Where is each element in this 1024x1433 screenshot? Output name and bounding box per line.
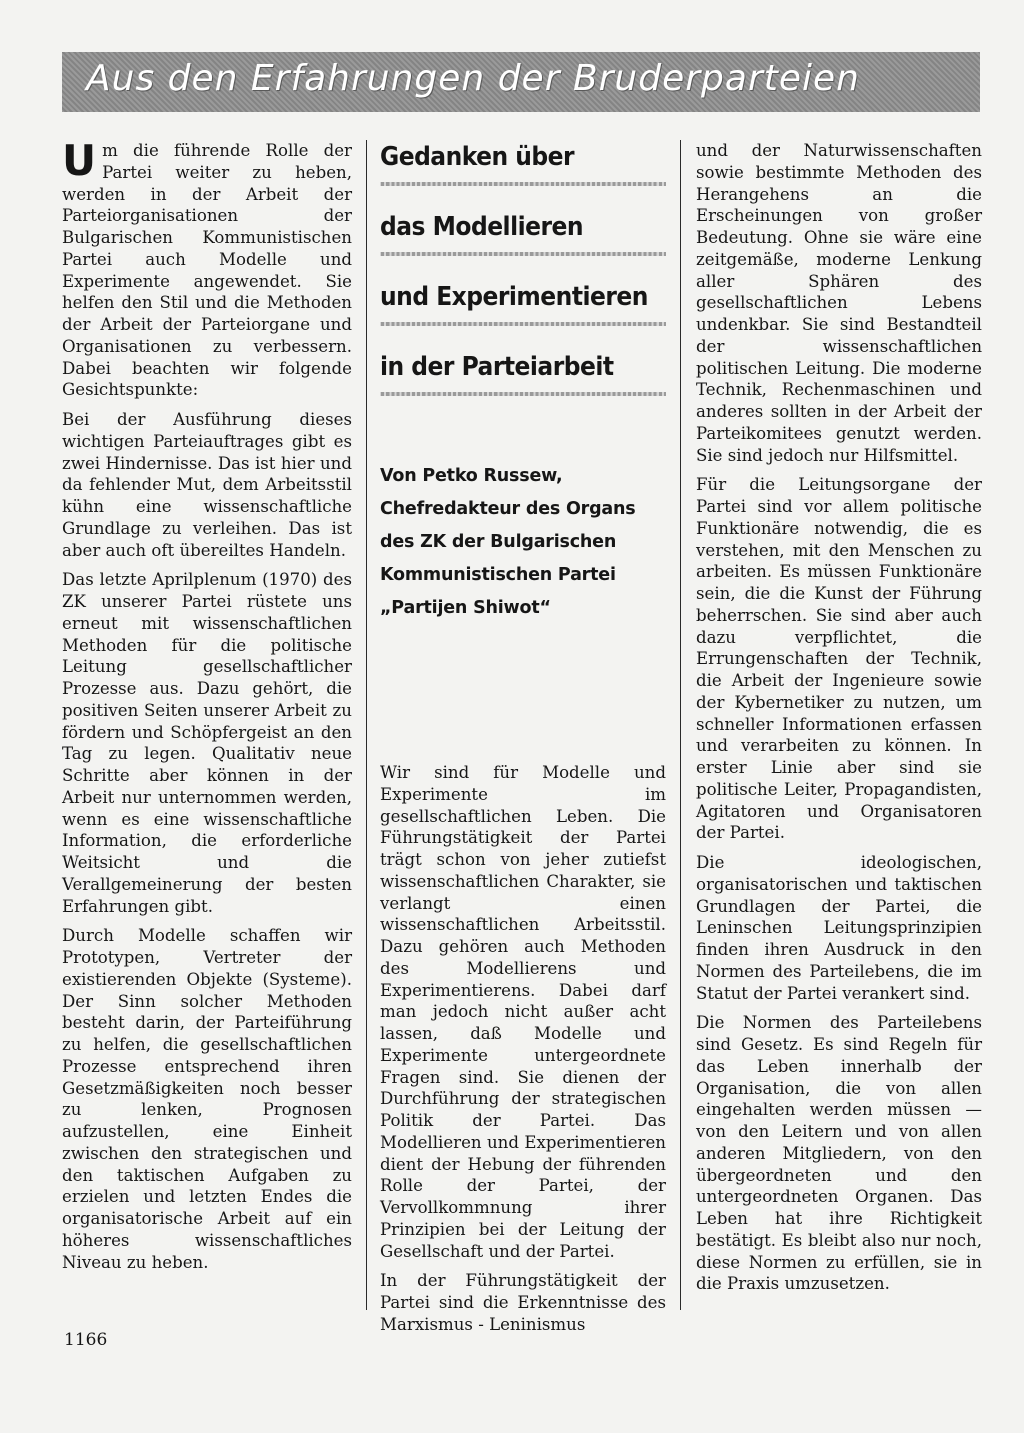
paragraph-10: Die Normen des Parteilebens sind Gesetz. Es sind Regeln für das Leben innerhalb der Organisation, die von allen eingehalten werden müssen — von den Leitern und von allen anderen Mitgliedern, von den übergeordneten und den untergeordneten Organen. Das Leben hat ihre Richtigkeit bestätigt. Es bleibt also nur noch, diese Normen zu erfüllen, sie in die Praxis umzusetzen. <box>696 1013 982 1294</box>
column-divider-left <box>366 140 367 1310</box>
article-column-middle <box>380 762 666 1344</box>
paragraph-8: Für die Leitungsorgane der Partei sind vor allem politische Funktionäre notwendig, die es verstehen, mit den Menschen zu arbeiten. Es müssen Funktionäre sein, die die Kunst der Führung beherrschen. Sie sind aber auch dazu verpflichtet, die Errungenschaften der Technik, die Arbeit der Ingenieure sowie der Kybernetiker zu nutzen, um schneller Informationen erfassen und verarbeiten zu können. In erster Linie aber sind sie politische Leiter, Propagandisten, Agitatoren und Organisatoren der Partei. <box>696 475 982 843</box>
article-byline <box>380 460 670 625</box>
byline-line-5: „Partijen Shiwot“ <box>380 598 551 618</box>
byline-line-3: des ZK der Bulgarischen <box>380 532 617 552</box>
article-column-right <box>696 140 982 1303</box>
title-line-1: Gedanken über <box>380 142 575 172</box>
title-line-4: in der Parteiarbeit <box>380 352 614 382</box>
drop-cap: U <box>62 136 97 185</box>
byline-line-1: Von Petko Russew, <box>380 466 563 486</box>
article-column-left <box>62 136 352 1281</box>
page-number: 1166 <box>64 1330 108 1350</box>
byline-line-4: Kommunistischen Partei <box>380 565 616 585</box>
paragraph-6: In der Führungstätigkeit der Partei sind die Erkenntnisse des Marxismus - Leninismus <box>380 1271 666 1334</box>
paragraph-3: Das letzte Aprilplenum (1970) des ZK unserer Partei rüstete uns erneut mit wissenschaftlichen Methoden für die politische Leitung gesellschaftlicher Prozesse aus. Dazu gehört, die positiven Seiten unserer Arbeit zu fördern und Schöpfergeist an den Tag zu legen. Qualitativ neue Schritte aber können in der Arbeit nur unternommen werden, wenn es eine wissenschaftliche Information, die erforderliche Weitsicht und die Verallgemeinerung der besten Erfahrungen gibt. <box>62 570 352 916</box>
paragraph-2: Bei der Ausführung dieses wichtigen Parteiauftrages gibt es zwei Hindernisse. Das ist hier und da fehlender Mut, dem Arbeitsstil kühn eine wissenschaftliche Grundlage zu verleihen. Das ist aber auch oft übereiltes Handeln. <box>62 410 352 560</box>
section-banner <box>62 52 980 112</box>
article-title <box>380 140 666 420</box>
paragraph-4: Durch Modelle schaffen wir Prototypen, Vertreter der existierenden Objekte (Systeme). Der Sinn solcher Methoden besteht darin, der Parteiführung zu helfen, die gesellschaftlichen Prozesse entsprechend ihren Gesetzmäßigkeiten noch besser zu lenken, Prognosen aufzustellen, eine Einheit zwischen den strategischen und den taktischen Aufgaben zu erzielen und letzten Endes die organisatorische Arbeit auf ein höheres wissenschaftliches Niveau zu heben. <box>62 926 352 1272</box>
paragraph-9: Die ideologischen, organisatorischen und taktischen Grundlagen der Partei, die Leninschen Leitungsprinzipien finden ihren Ausdruck in den Normen des Parteilebens, die im Statut der Partei verankert sind. <box>696 853 982 1003</box>
paragraph-7: und der Naturwissenschaften sowie bestimmte Methoden des Herangehens an die Erscheinungen von großer Bedeutung. Ohne sie wäre eine zeitgemäße, moderne Lenkung aller Sphären des gesellschaftlichen Lebens undenkbar. Sie sind Bestandteil der wissenschaftlichen politischen Leitung. Die moderne Technik, Rechenmaschinen und anderes sollten in der Arbeit der Parteikomitees genutzt werden. Sie sind jedoch nur Hilfsmittel. <box>696 141 982 465</box>
paragraph-5: Wir sind für Modelle und Experimente im gesellschaftlichen Leben. Die Führungstätigkeit der Partei trägt schon von jeher zutiefst wissenschaftlichen Charakter, sie verlangt einen wissenschaftlichen Arbeitsstil. Dazu gehören auch Methoden des Modellierens und Experimentierens. Dabei darf man jedoch nicht außer acht lassen, daß Modelle und Experimente untergeordnete Fragen sind. Sie dienen der Durchführung der strategischen Politik der Partei. Das Modellieren und Experimentieren dient der Hebung der führenden Rolle der Partei, der Vervollkommnung ihrer Prinzipien bei der Leitung der Gesellschaft und der Partei. <box>380 763 666 1261</box>
section-heading: Aus den Erfahrungen der Bruderparteien <box>86 58 860 99</box>
column-divider-right <box>680 140 681 1310</box>
title-line-3: und Experimentieren <box>380 282 648 312</box>
byline-line-2: Chefredakteur des Organs <box>380 499 636 519</box>
paragraph-1: Um die führende Rolle der Partei weiter zu heben, werden in der Arbeit der Parteiorganisationen der Bulgarischen Kommunistischen Partei auch Modelle und Experimente angewendet. Sie helfen den Stil und die Methoden der Arbeit der Parteiorgane und Organisationen zu verbessern. Dabei beachten wir folgende Gesichtspunkte: <box>62 136 352 400</box>
title-line-2: das Modellieren <box>380 212 584 242</box>
